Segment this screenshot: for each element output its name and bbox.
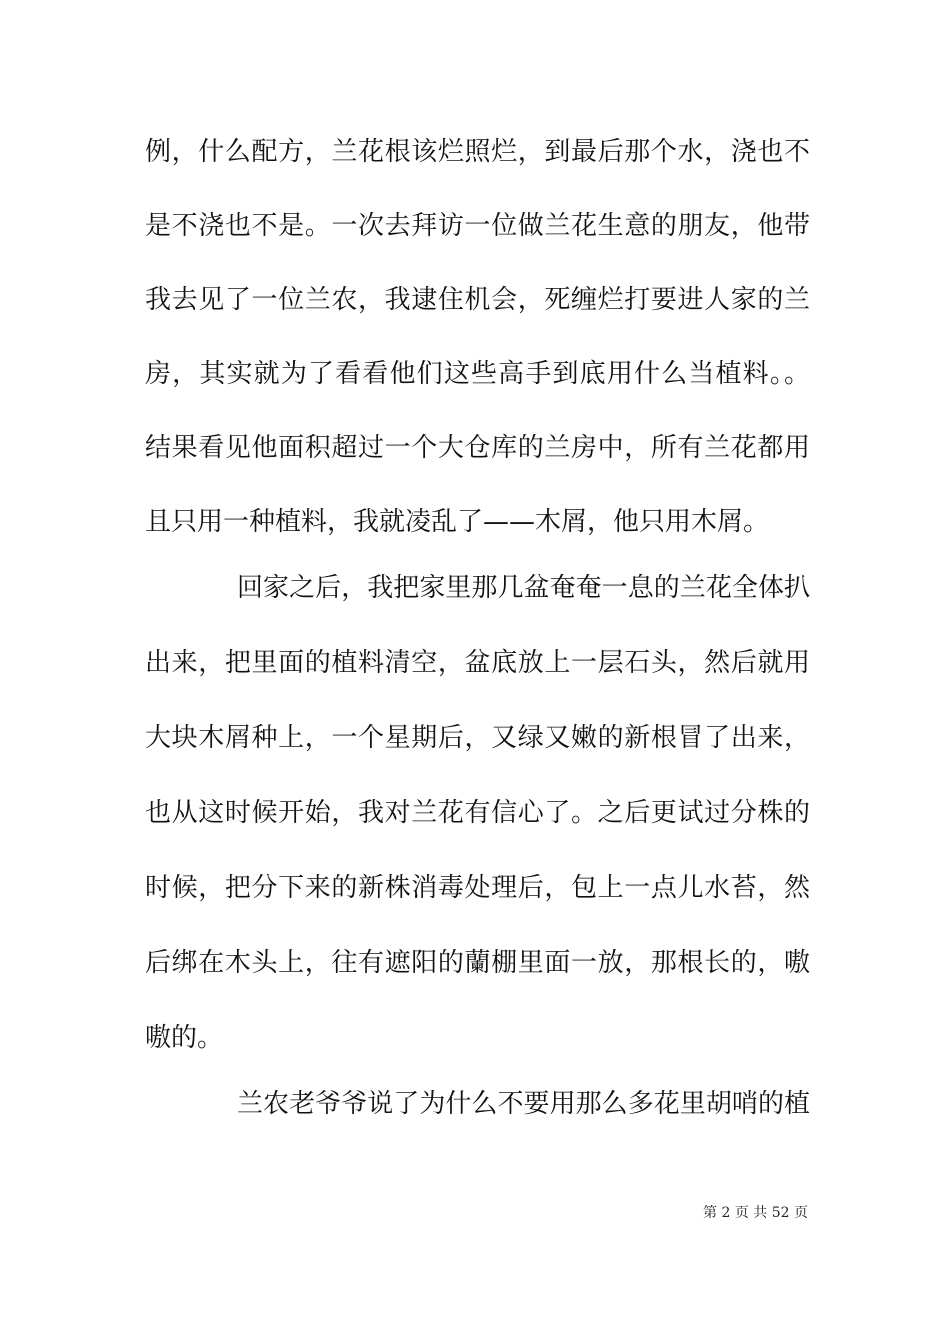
text-line-10: 也从这时候开始，我对兰花有信心了。之后更试过分株的 bbox=[145, 798, 810, 828]
text-line-13: 嗷的。 bbox=[145, 1023, 224, 1053]
text-line-3: 我去见了一位兰农，我逮住机会，死缠烂打要进人家的兰 bbox=[145, 285, 810, 315]
page-number-footer: 第 2 页 共 52 页 bbox=[703, 1205, 808, 1221]
text-line-8: 出来，把里面的植料清空，盆底放上一层石头，然后就用 bbox=[145, 648, 810, 678]
text-line-5: 结果看见他面积超过一个大仓库的兰房中，所有兰花都用 bbox=[145, 433, 810, 463]
text-line-14: 兰农老爷爷说了为什么不要用那么多花里胡哨的植 bbox=[237, 1089, 810, 1119]
text-line-9: 大块木屑种上，一个星期后，又绿又嫩的新根冒了出来， bbox=[145, 723, 810, 753]
text-line-7: 回家之后，我把家里那几盆奄奄一息的兰花全体扒 bbox=[237, 573, 810, 603]
text-line-1: 例，什么配方，兰花根该烂照烂，到最后那个水，浇也不 bbox=[145, 137, 810, 167]
text-line-2: 是不浇也不是。一次去拜访一位做兰花生意的朋友，他带 bbox=[145, 211, 810, 241]
text-line-6: 且只用一种植料，我就凌乱了——木屑，他只用木屑。 bbox=[145, 507, 770, 537]
text-line-4: 房，其实就为了看看他们这些高手到底用什么当植料。。 bbox=[145, 359, 810, 389]
text-line-12: 后绑在木头上，往有遮阳的蘭棚里面一放，那根长的，嗷 bbox=[145, 948, 810, 978]
text-line-11: 时候，把分下来的新株消毒处理后，包上一点儿水苔，然 bbox=[145, 873, 810, 903]
